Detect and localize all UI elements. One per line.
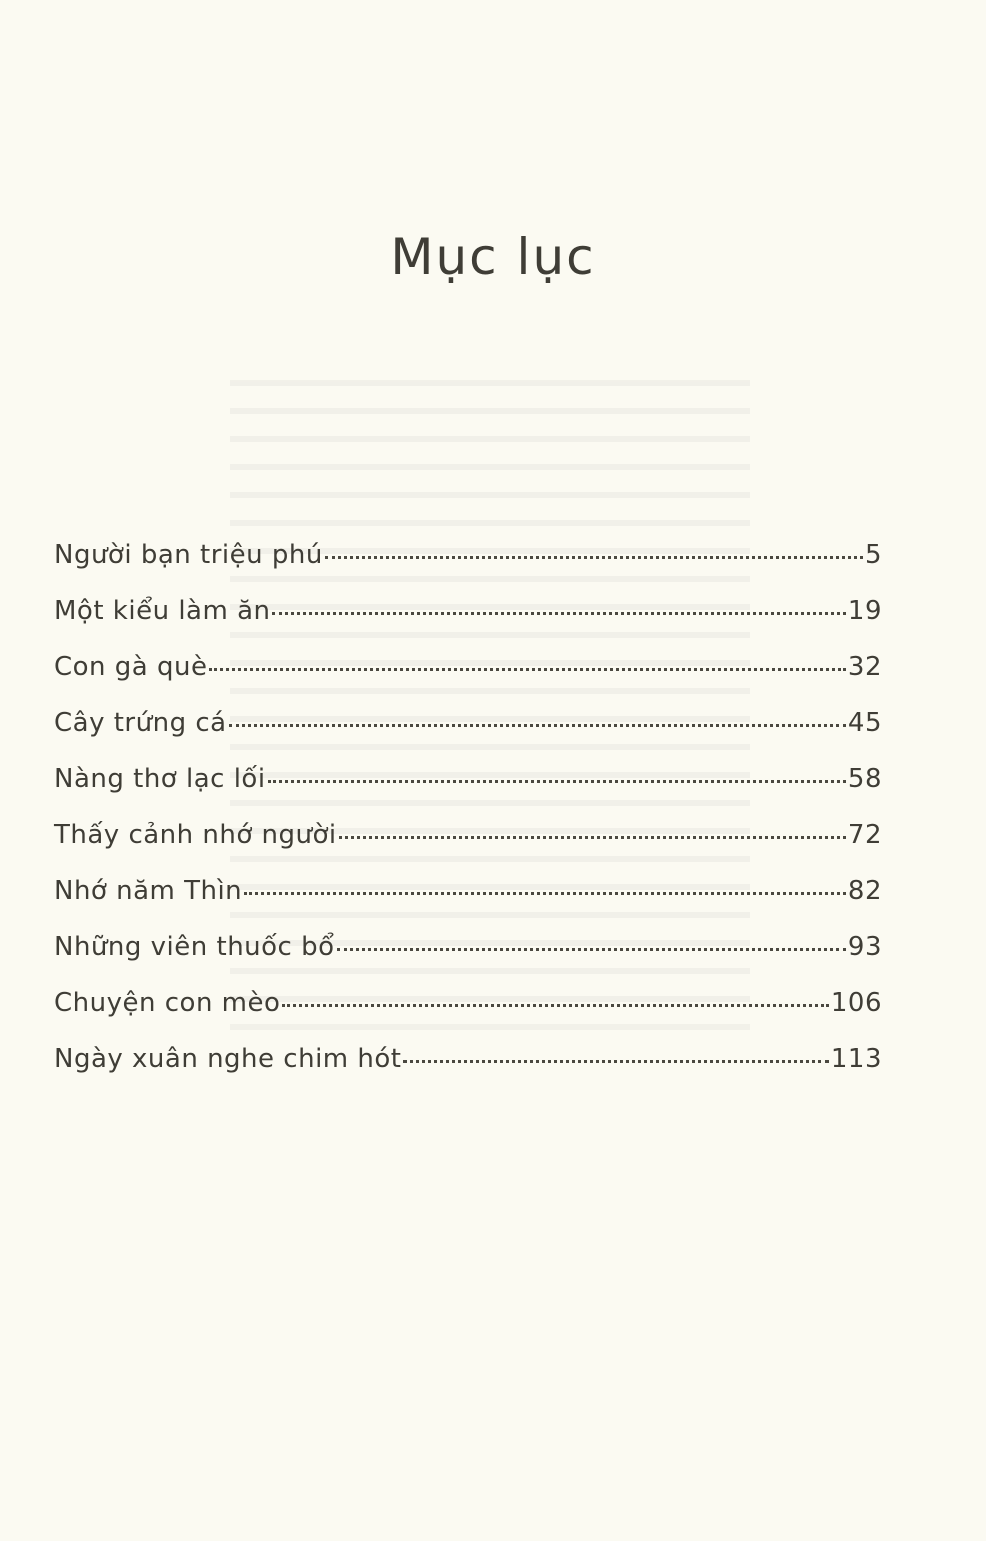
- toc-entry-title: Nhớ năm Thìn: [54, 876, 243, 906]
- toc-entry-title: Con gà què: [54, 652, 208, 682]
- toc-entry-page: 19: [847, 596, 882, 626]
- toc-entry[interactable]: [54, 820, 882, 876]
- toc-entry[interactable]: [54, 1044, 882, 1100]
- toc-entry[interactable]: [54, 708, 882, 764]
- dot-leader: [337, 948, 846, 951]
- dot-leader: [268, 780, 846, 783]
- toc-entry[interactable]: [54, 596, 882, 652]
- toc-entry-page: 58: [847, 764, 882, 794]
- dot-leader: [282, 1004, 828, 1007]
- toc-entry-page: 113: [830, 1044, 882, 1074]
- toc-entry[interactable]: [54, 652, 882, 708]
- table-of-contents: [54, 540, 882, 1100]
- toc-entry[interactable]: [54, 540, 882, 596]
- toc-entry-page: 32: [847, 652, 882, 682]
- toc-entry-title: Thấy cảnh nhớ người: [54, 820, 337, 850]
- toc-entry-title: Những viên thuốc bổ: [54, 932, 335, 962]
- toc-entry-title: Cây trứng cá: [54, 708, 227, 738]
- toc-entry-page: 82: [847, 876, 882, 906]
- toc-entry-title: Một kiểu làm ăn: [54, 596, 271, 626]
- toc-entry[interactable]: [54, 988, 882, 1044]
- toc-entry-title: Chuyện con mèo: [54, 988, 281, 1018]
- toc-entry-title: Người bạn triệu phú: [54, 540, 323, 570]
- dot-leader: [272, 612, 845, 615]
- dot-leader: [229, 724, 846, 727]
- page-title: Mục lục: [390, 228, 596, 286]
- toc-entry-title: Nàng thơ lạc lối: [54, 764, 266, 794]
- toc-entry-page: 45: [847, 708, 882, 738]
- toc-entry-title: Ngày xuân nghe chim hót: [54, 1044, 402, 1074]
- toc-entry-page: 5: [864, 540, 882, 570]
- dot-leader: [403, 1060, 828, 1063]
- toc-entry-page: 106: [830, 988, 882, 1018]
- toc-entry-page: 72: [847, 820, 882, 850]
- toc-entry[interactable]: [54, 876, 882, 932]
- dot-leader: [244, 892, 846, 895]
- dot-leader: [209, 668, 845, 671]
- toc-entry-page: 93: [847, 932, 882, 962]
- toc-entry[interactable]: [54, 764, 882, 820]
- dot-leader: [325, 556, 863, 559]
- toc-entry[interactable]: [54, 932, 882, 988]
- dot-leader: [339, 836, 846, 839]
